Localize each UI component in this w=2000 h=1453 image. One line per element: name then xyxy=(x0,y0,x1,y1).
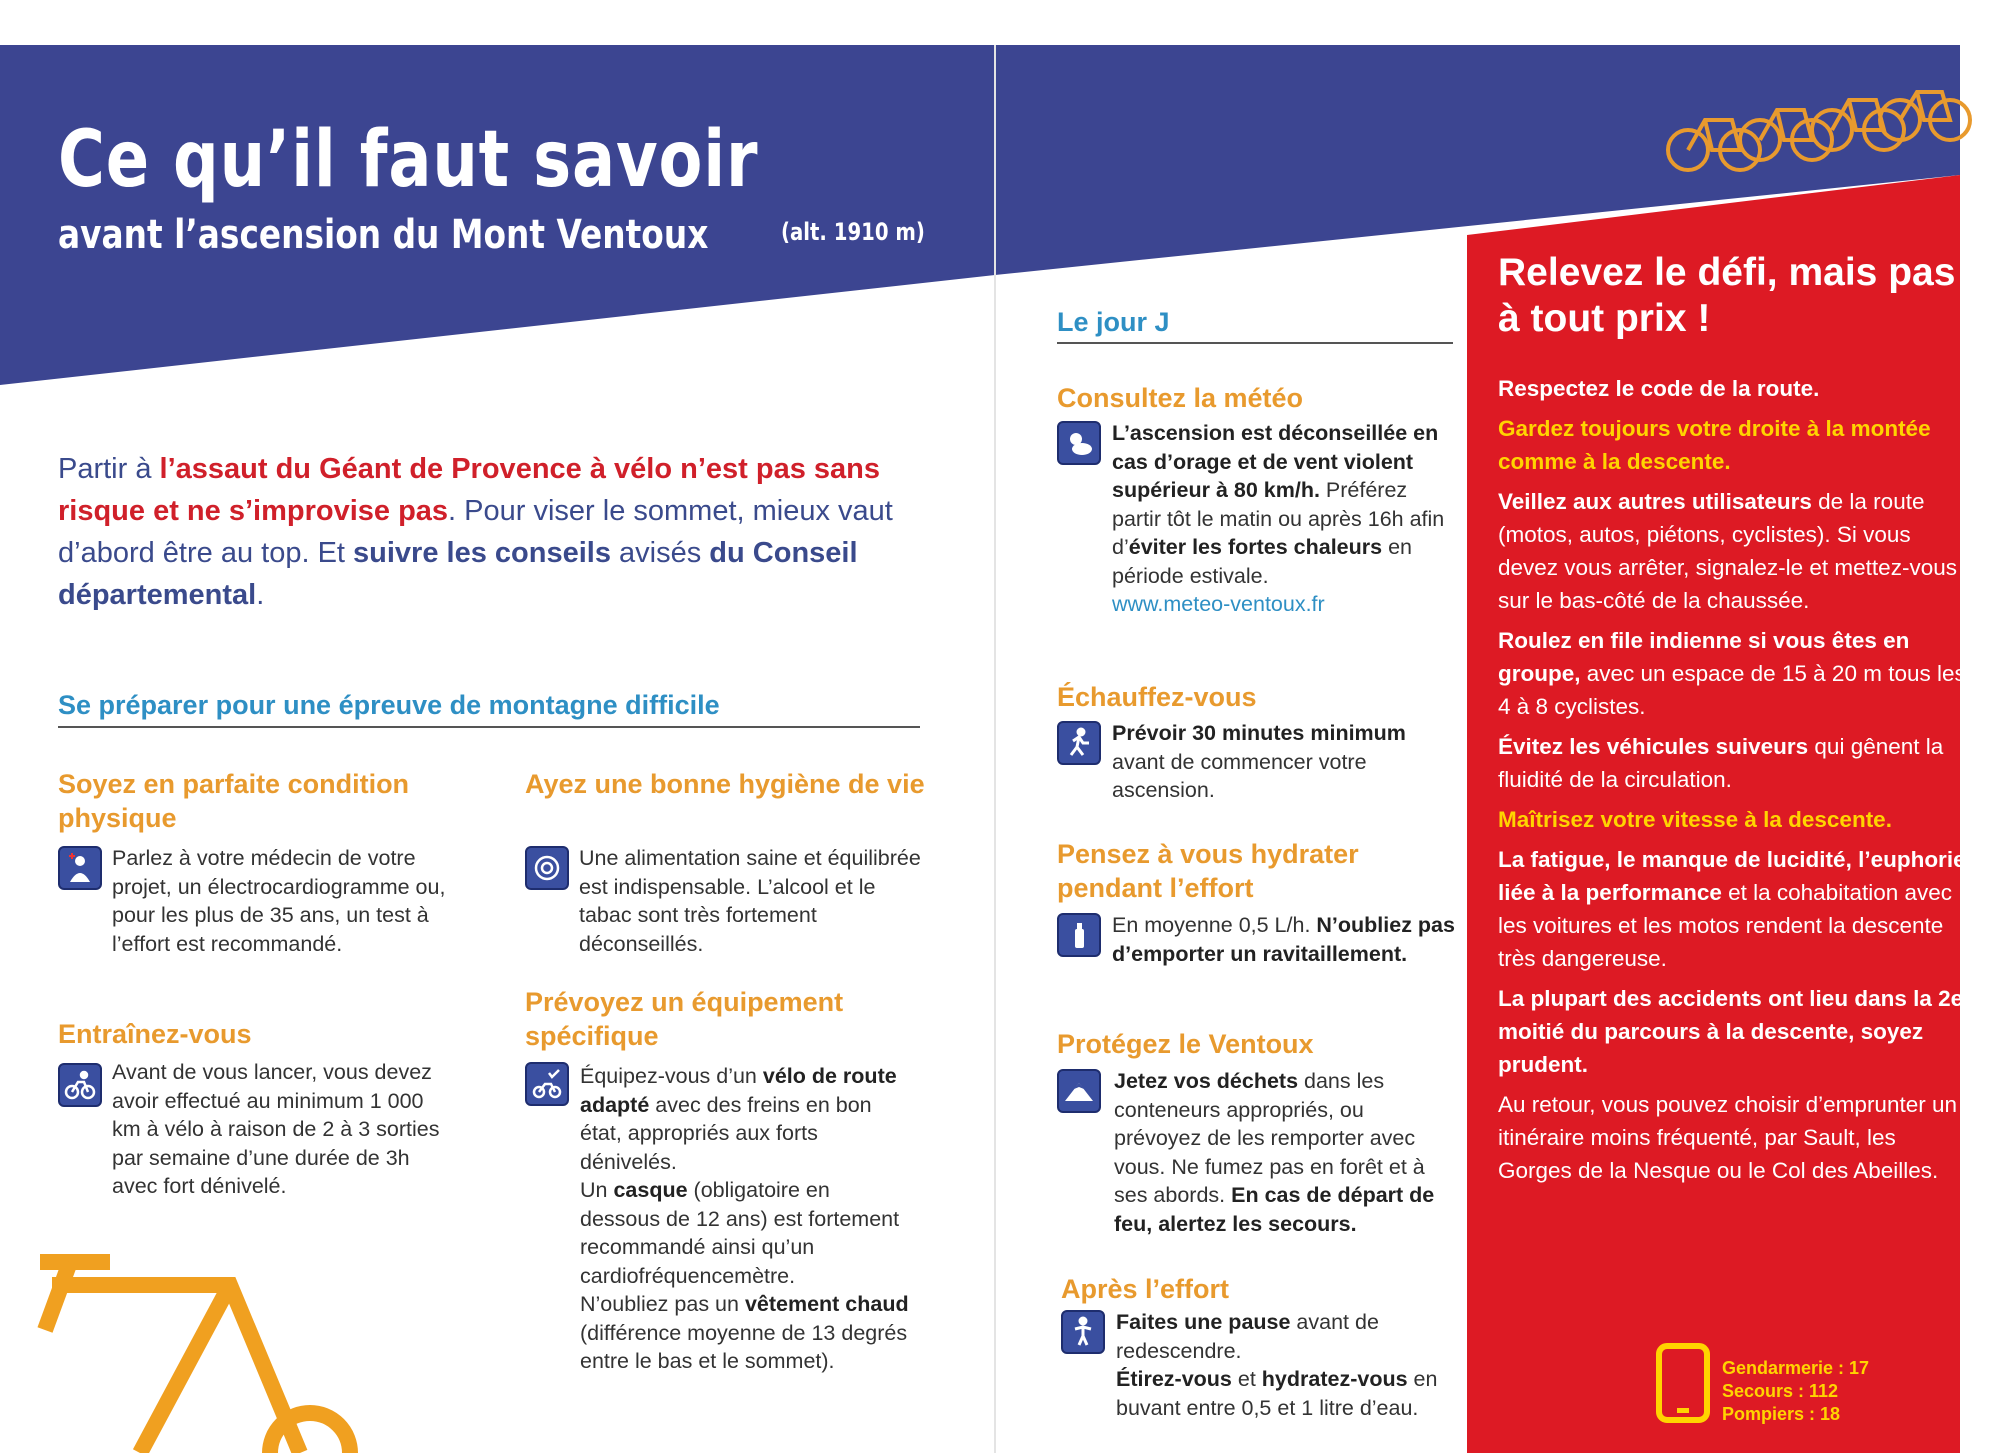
bike-ok-icon xyxy=(525,1062,569,1106)
divider xyxy=(1057,342,1453,344)
page-title: Ce qu’il faut savoir xyxy=(58,115,759,205)
hygiene-title: Ayez une bonne hygiène de vie xyxy=(525,769,925,799)
weather-text: L’ascension est déconseillée en cas d’orage et de vent violent supérieur à 80 km/h. Préférez partir tôt le matin ou après 16h afin d’éviter les fortes chaleurs en période estivale. www.meteo-ventoux.fr xyxy=(1112,421,1445,616)
weather-title: Consultez la météo xyxy=(1057,383,1304,413)
page-subtitle: avant l’ascension du Mont Ventoux xyxy=(58,212,709,258)
pompiers-number: Pompiers : 18 xyxy=(1722,1404,1841,1424)
condition-text: Parlez à votre médecin de votre projet, un électrocardiogramme ou, pour les plus de 35 ans, un test à l’effort est recommandé. xyxy=(112,846,446,956)
warmup-title: Échauffez-vous xyxy=(1057,682,1257,712)
protect-title: Protégez le Ventoux xyxy=(1057,1029,1314,1059)
training-text: Avant de vous lancer, vous devez avoir effectué au minimum 1 000 km à vélo à raison de 2 à 3 sorties par semaine d’une durée de 3h avec fort dénivelé. xyxy=(112,1060,440,1198)
section-title-day: Le jour J xyxy=(1057,307,1170,337)
equipment-text: Équipez-vous d’un vélo de route adapté avec des freins en bon état, appropriés aux forts dénivelés. Un casque (obligatoire en dessous de 12 ans) est fortement recommandé ainsi qu’un cardiofréquencemètre. N’oubliez pas un vêtement chaud (différence moyenne de 13 degrés entre le bas et le sommet). xyxy=(580,1064,909,1373)
warmup-text: Prévoir 30 minutes minimum avant de commencer votre ascension. xyxy=(1112,721,1406,802)
weather-icon xyxy=(1057,421,1101,465)
intro-paragraph: Partir à l’assaut du Géant de Provence à vélo n’est pas sans risque et ne s’improvise pas. Pour viser le sommet, mieux vaut d’abord être au top. Et suivre les conseils avisés du Conseil départemental. xyxy=(58,453,893,611)
after-title: Après l’effort xyxy=(1061,1274,1230,1304)
section-title-prepare: Se préparer pour une épreuve de montagne difficile xyxy=(58,690,720,720)
large-bike-icon xyxy=(40,1262,350,1453)
mountain-icon xyxy=(1057,1069,1101,1113)
cyclist-icon xyxy=(58,1063,102,1107)
challenge-title: Relevez le défi, mais pas à tout prix ! xyxy=(1498,251,1956,340)
runner-icon xyxy=(1057,721,1101,765)
equipment-title: Prévoyez un équipement spécifique xyxy=(525,987,844,1051)
doctor-icon xyxy=(58,846,102,890)
gendarmerie-number: Gendarmerie : 17 xyxy=(1722,1358,1870,1378)
phone-icon xyxy=(1655,1342,1711,1424)
hydrate-title: Pensez à vous hydrater pendant l’effort xyxy=(1057,839,1359,903)
bottle-icon xyxy=(1057,913,1101,957)
challenge-rules: Respectez le code de la route. Gardez toujours votre droite à la montée comme à la descente. Veillez aux autres utilisateurs de la route (motos, autos, piétons, cyclistes). Si vous devez vous arrêter, signalez-le et mettez-vous sur le bas-côté de la chaussée. Roulez en file indienne si vous êtes en groupe, avec un espace de 15 à 20 m tous les 4 à 8 cyclistes. Évitez les véhicules suiveurs qui gênent la fluidité de la circulation. Maîtrisez votre vitesse à la descente. La fatigue, le manque de lucidité, l’euphorie liée à la performance et la cohabitation avec les voitures et les motos rendent la descente très dangereuse. La plupart des accidents ont lieu dans la 2e moitié du parcours à la descente, soyez prudent. Au retour, vous pouvez choisir d’emprunter un itinéraire moins fréquenté, par Sault, les Gorges de la Nesque ou le Col des Abeilles. xyxy=(1498,376,1966,1183)
protect-text: Jetez vos déchets dans les conteneurs appropriés, ou prévoyez de les remporter avec vous. Ne fumez pas en forêt et à ses abords. En cas de départ de feu, alertez les secours. xyxy=(1114,1069,1435,1236)
food-icon xyxy=(525,846,569,890)
training-title: Entraînez-vous xyxy=(58,1019,252,1049)
secours-number: Secours : 112 xyxy=(1722,1381,1839,1401)
standing-person-icon xyxy=(1061,1310,1105,1354)
emergency-contacts xyxy=(1722,1357,1869,1426)
after-text: Faites une pause avant de redescendre. Étirez-vous et hydratez-vous en buvant entre 0,5 et 1 litre d’eau. xyxy=(1116,1310,1438,1420)
condition-title: Soyez en parfaite condition physique xyxy=(58,769,410,833)
weather-link[interactable]: www.meteo-ventoux.fr xyxy=(1112,592,1325,616)
divider xyxy=(58,726,920,728)
hydrate-text: En moyenne 0,5 L/h. N’oubliez pas d’emporter un ravitaillement. xyxy=(1112,913,1455,966)
altitude-label: (alt. 1910 m) xyxy=(781,218,925,246)
hygiene-text: Une alimentation saine et équilibrée est indispensable. L’alcool et le tabac sont très fortement déconseillés. xyxy=(579,846,921,956)
